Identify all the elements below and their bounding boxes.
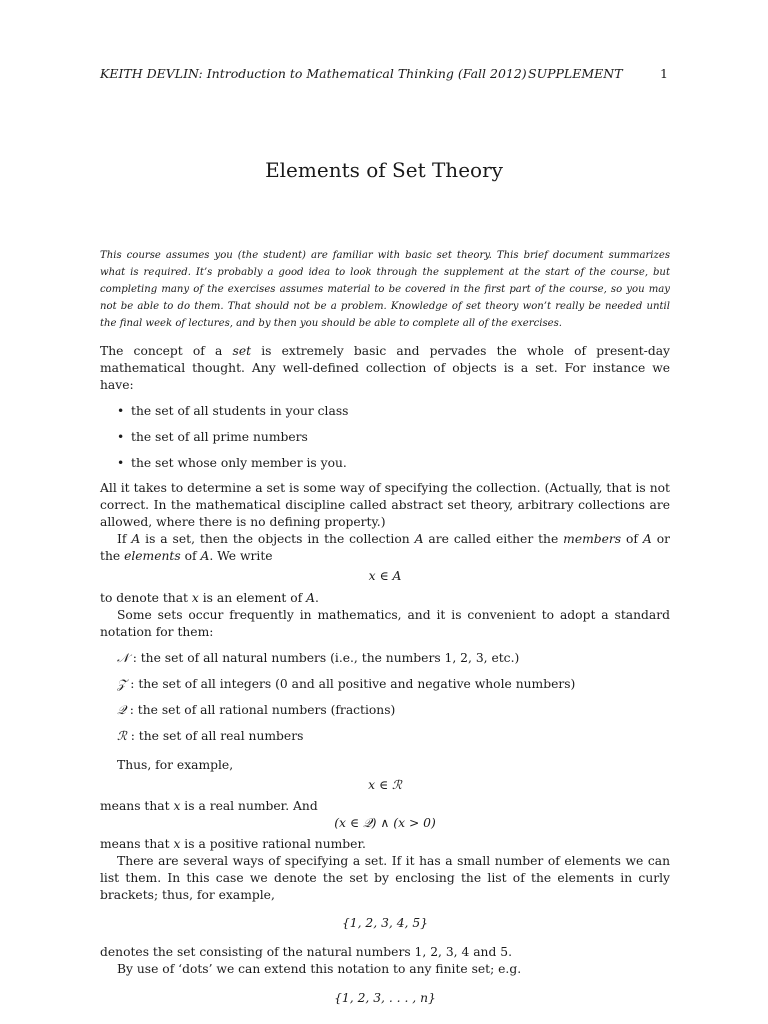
text: : the set of all natural numbers (i.e., the numbers 1, 2, 3, etc.) [128, 651, 520, 665]
text: is extremely basic and pervades the whole of present-day mathematical thought. Any well-defined collection of objects is a set. For instance we have: [100, 344, 670, 392]
text: : the set of all rational numbers (fractions) [125, 703, 396, 717]
text: . [315, 591, 319, 605]
emphasis-members: members [563, 532, 622, 546]
text: : the set of all integers (0 and all positive and negative whole numbers) [126, 677, 576, 691]
text: are called either the [423, 532, 564, 546]
paragraph-members [100, 531, 670, 565]
math-var: A [642, 532, 652, 546]
math-var: A [414, 532, 424, 546]
notation-item-integers [100, 676, 670, 693]
text: is a real number. And [180, 799, 318, 813]
text: is an element of [198, 591, 307, 605]
notation-item-reals [100, 728, 670, 745]
display-equation: x ∈ ℛ [368, 778, 402, 792]
header-supplement: SUPPLEMENT [528, 66, 623, 81]
paragraph-denotes: denotes the set consisting of the natural numbers 1, 2, 3, 4 and 5. [100, 945, 512, 959]
display-equation: (x ∈ 𝒬) ∧ (x > 0) [334, 816, 436, 830]
paragraph-positive-rational [100, 836, 670, 853]
paragraph-dots: By use of ‘dots’ we can extend this notation to any finite set; e.g. [117, 962, 522, 976]
text: means that [100, 837, 174, 851]
notation-item-natural [100, 650, 670, 667]
example-list [100, 403, 670, 472]
text: or the [100, 532, 670, 563]
paragraph-thus: Thus, for example, [117, 758, 234, 772]
paragraph-determine: All it takes to determine a set is some way of specifying the collection. (Actually, that is not correct. In the mathematical discipline called abstract set theory, arbitrary collections are allowed, where there is no defining property.) [100, 481, 670, 529]
header-author-course: KEITH DEVLIN: Introduction to Mathematical Thinking (Fall 2012) [100, 66, 527, 81]
text: means that [100, 799, 174, 813]
paragraph-standard-notation: Some sets occur frequently in mathematics, and it is convenient to adopt a standard notation for them: [100, 608, 670, 639]
math-var: x [191, 591, 199, 605]
display-equation: {1, 2, 3, 4, 5} [341, 916, 429, 930]
text: The concept of a [100, 344, 233, 358]
emphasis-set: set [232, 344, 252, 358]
text: . We write [209, 549, 273, 563]
text: If [117, 532, 132, 546]
body-text [100, 343, 670, 1007]
list-item: • the set of all students in your class [100, 403, 670, 420]
math-symbol: ℛ [117, 729, 127, 743]
list-item: • the set whose only member is you. [100, 455, 670, 472]
paragraph-specifying: There are several ways of specifying a set. If it has a small number of elements we can list them. In this case we denote the set by enclosing the list of the elements in curly brackets; thus, for example, [100, 854, 670, 902]
display-equation: x ∈ A [368, 569, 402, 583]
text: to denote that [100, 591, 192, 605]
math-var: x [173, 837, 181, 851]
math-symbol: 𝒵 [117, 677, 127, 691]
page-number: 1 [660, 66, 668, 81]
text: of [621, 532, 643, 546]
paragraph-denote [100, 590, 670, 607]
math-symbol: 𝒩 [117, 651, 129, 665]
math-var: x [173, 799, 181, 813]
list-item: • the set of all prime numbers [100, 429, 670, 446]
text: is a set, then the objects in the collection [140, 532, 415, 546]
text: of [180, 549, 201, 563]
paragraph-real [100, 798, 670, 815]
display-equation: {1, 2, 3, . . . , n} [334, 991, 436, 1005]
math-var: A [200, 549, 210, 563]
notation-item-rationals [100, 702, 670, 719]
math-symbol: 𝒬 [117, 703, 126, 717]
math-var: A [131, 532, 141, 546]
math-var: A [306, 591, 316, 605]
paragraph-intro [100, 343, 670, 394]
text: is a positive rational number. [180, 837, 366, 851]
emphasis-elements: elements [124, 549, 181, 563]
notation-list [100, 650, 670, 745]
document-title: Elements of Set Theory [265, 158, 503, 182]
text: : the set of all real numbers [126, 729, 304, 743]
abstract: This course assumes you (the student) are familiar with basic set theory. This brief document summarizes what is required. It’s probably a good idea to look through the supplement at the start of the course, but completing many of the exercises assumes material to be covered in the first part of the course, so you may not be able to do them. That should not be a problem. Knowledge of set theory won’t really be needed until the final week of lectures, and by then you should be able to complete all of the exercises. [100, 250, 670, 329]
